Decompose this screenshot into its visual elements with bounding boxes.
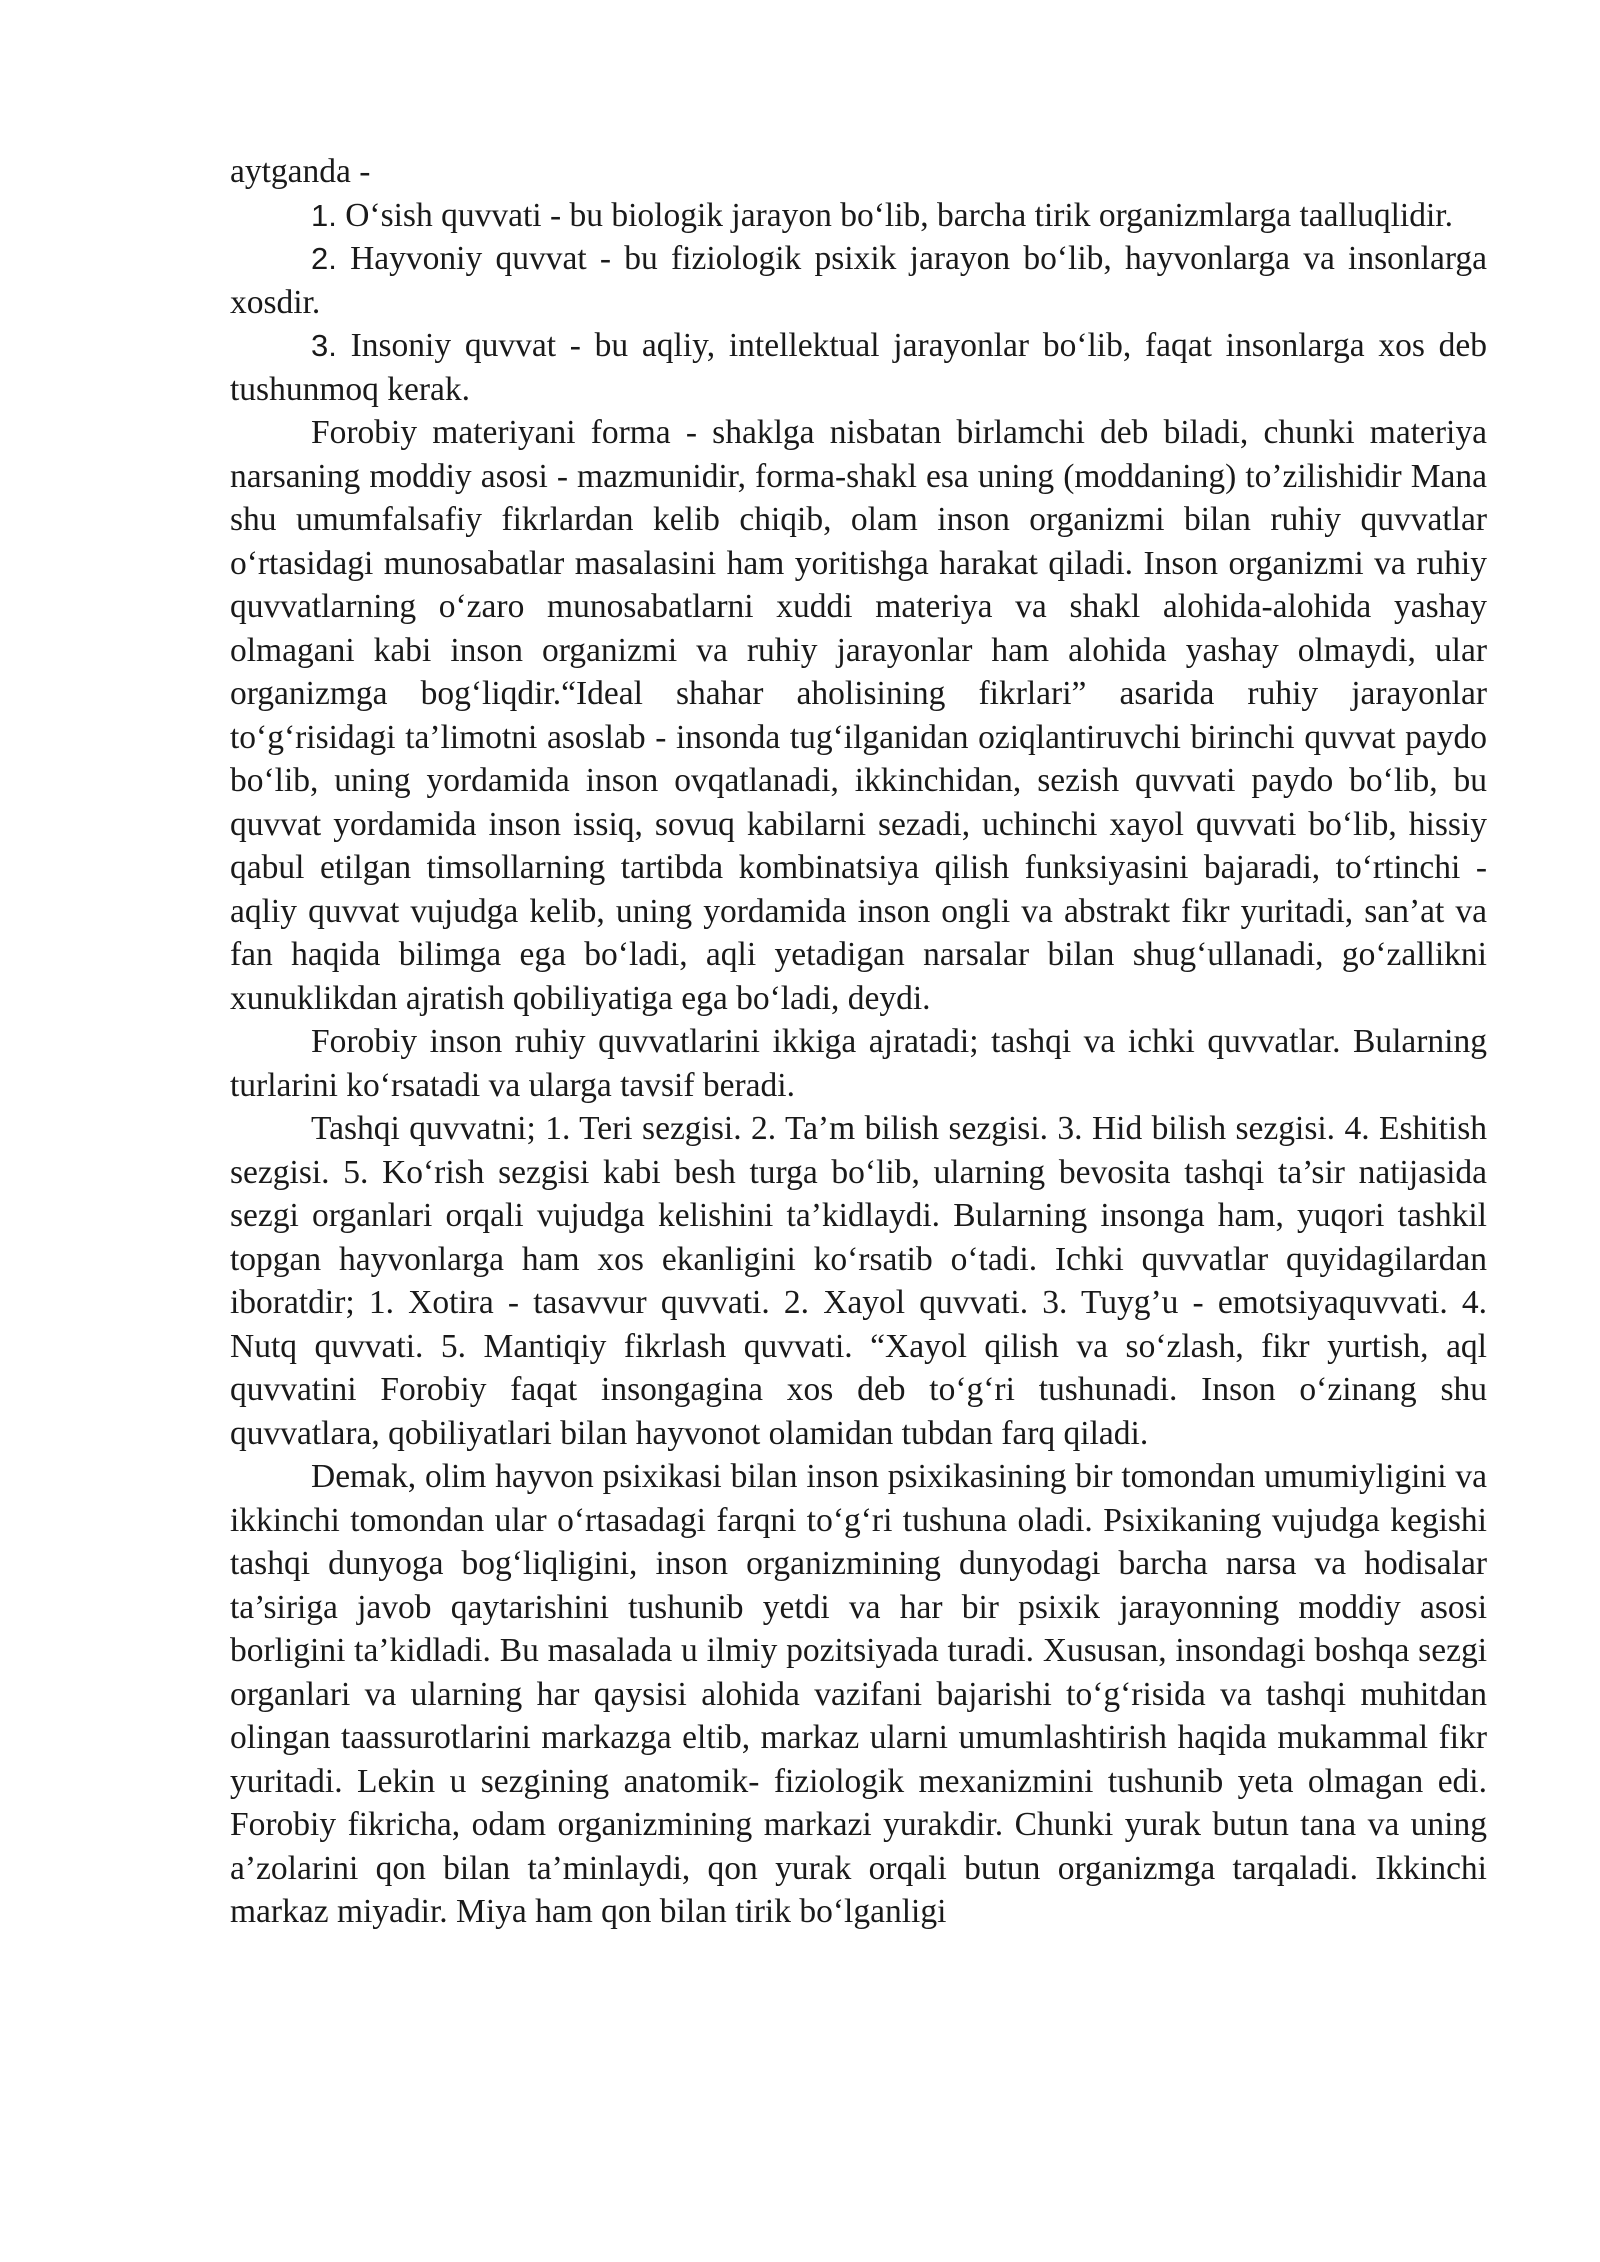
numbered-item-3	[230, 324, 1487, 411]
paragraph-quvvatlar-turlari: Forobiy inson ruhiy quvvatlarini ikkiga ajratadi; tashqi va ichki quvvatlar. Bularning turlarini ko‘rsatadi va ularga tavsif beradi.	[230, 1023, 1487, 1104]
paragraph-forobiy-materiya: Forobiy materiyani forma - shaklga nisbatan birlamchi deb biladi, chunki materiya narsaning moddiy asosi - mazmunidir, forma-shakl esa uning (moddaning) to’zilishidir Mana shu umumfalsafiy fikrlardan kelib chiqib, olam inson organizmi bilan ruhiy quvvatlar o‘rtasidagi munosabatlar masalasini ham yoritishga harakat qiladi. Inson organizmi va ruhiy quvvatlarning o‘zaro munosabatlarni xuddi materiya va shakl alohida-alohida yashay olmagani kabi inson organizmi va ruhiy jarayonlar ham alohida yashay olmaydi, ular organizmga bog‘liqdir.“Ideal shahar aholisining fikrlari” asarida ruhiy jarayonlar to‘g‘risidagi ta’limotni asoslab - insonda tug‘ilganidan oziqlantiruvchi birinchi quvvat paydo bo‘lib, uning yordamida inson ovqatlanadi, ikkinchidan, sezish quvvati paydo bo‘lib, bu quvvat yordamida inson issiq, sovuq kabilarni sezadi, uchinchi xayol quvvati bo‘lib, hissiy qabul etilgan timsollarning tartibda kombinatsiya qilish funksiyasini bajaradi, to‘rtinchi - aqliy quvvat vujudga kelib, uning yordamida inson ongli va abstrakt fikr yuritadi, san’at va fan haqida bilimga ega bo‘ladi, aqli yetadigan narsalar bilan shug‘ullanadi, go‘zallikni xunuklikdan ajratish qobiliyatiga ega bo‘ladi, deydi.	[230, 414, 1487, 1017]
numbered-item-2	[230, 237, 1487, 324]
item-text: O‘sish quvvati - bu biologik jarayon bo‘lib, barcha tirik organizmlarga taalluqlidir.	[345, 196, 1453, 234]
item-text: Hayvoniy quvvat - bu fiziologik psixik jarayon bo‘lib, hayvonlarga va insonlarga xosdir.	[230, 240, 1488, 321]
numbered-item-1	[230, 194, 1487, 238]
item-text: Insoniy quvvat - bu aqliy, intellektual jarayonlar bo‘lib, faqat insonlarga xos deb tushunmoq kerak.	[230, 327, 1487, 408]
opening-line: aytganda -	[230, 153, 371, 190]
paragraph-tashqi-quvvat: Tashqi quvvatni; 1. Teri sezgisi. 2. Ta’m bilish sezgisi. 3. Hid bilish sezgisi. 4. Eshitish sezgisi. 5. Ko‘rish sezgisi kabi besh turga bo‘lib, ularning bevosita tashqi ta’sir natijasida sezgi organlari orqali vujudga kelishini ta’kidlaydi. Bularning insonga ham, yuqori tashkil topgan hayvonlarga ham xos ekanligini ko‘rsatib o‘tadi. Ichki quvvatlar quyidagilardan iboratdir; 1. Xotira - tasavvur quvvati. 2. Xayol quvvati. 3. Tuyg’u - emotsiyaquvvati. 4. Nutq quvvati. 5. Mantiqiy fikrlash quvvati. “Xayol qilish va so‘zlash, fikr yurtish, aql quvvatini Forobiy faqat insongagina xos deb to‘g‘ri tushunadi. Inson o‘zinang shu quvvatlara, qobiliyatlari bilan hayvonot olamidan tubdan farq qiladi.	[230, 1110, 1487, 1452]
item-number: 3.	[311, 328, 337, 363]
item-number: 1.	[311, 197, 337, 233]
document-page	[230, 150, 1487, 1934]
item-number: 2.	[311, 241, 337, 276]
paragraph-demak: Demak, olim hayvon psixikasi bilan inson psixikasining bir tomondan umumiyligini va ikkinchi tomondan ular o‘rtasadagi farqni to‘g‘ri tushuna oladi. Psixikaning vujudga kegishi tashqi dunyoga bog‘liqligini, inson organizmining dunyodagi barcha narsa va hodisalar ta’siriga javob qaytarishini tushunib yetdi va har bir psixik jarayonning moddiy asosi borligini ta’kidladi. Bu masalada u ilmiy pozitsiyada turadi. Xususan, insondagi boshqa sezgi organlari va ularning har qaysisi alohida vazifani bajarishi to‘g‘risida va tashqi muhitdan olingan taassurotlarini markazga eltib, markaz ularni umumlashtirish haqida mukammal fikr yuritadi. Lekin u sezgining anatomik- fiziologik mexanizmini tushunib yeta olmagan edi. Forobiy fikricha, odam organizmining markazi yurakdir. Chunki yurak butun tana va uning a’zolarini qon bilan ta’minlaydi, qon yurak orqali butun organizmga tarqaladi. Ikkinchi markaz miyadir. Miya ham qon bilan tirik bo‘lganligi	[230, 1458, 1487, 1930]
